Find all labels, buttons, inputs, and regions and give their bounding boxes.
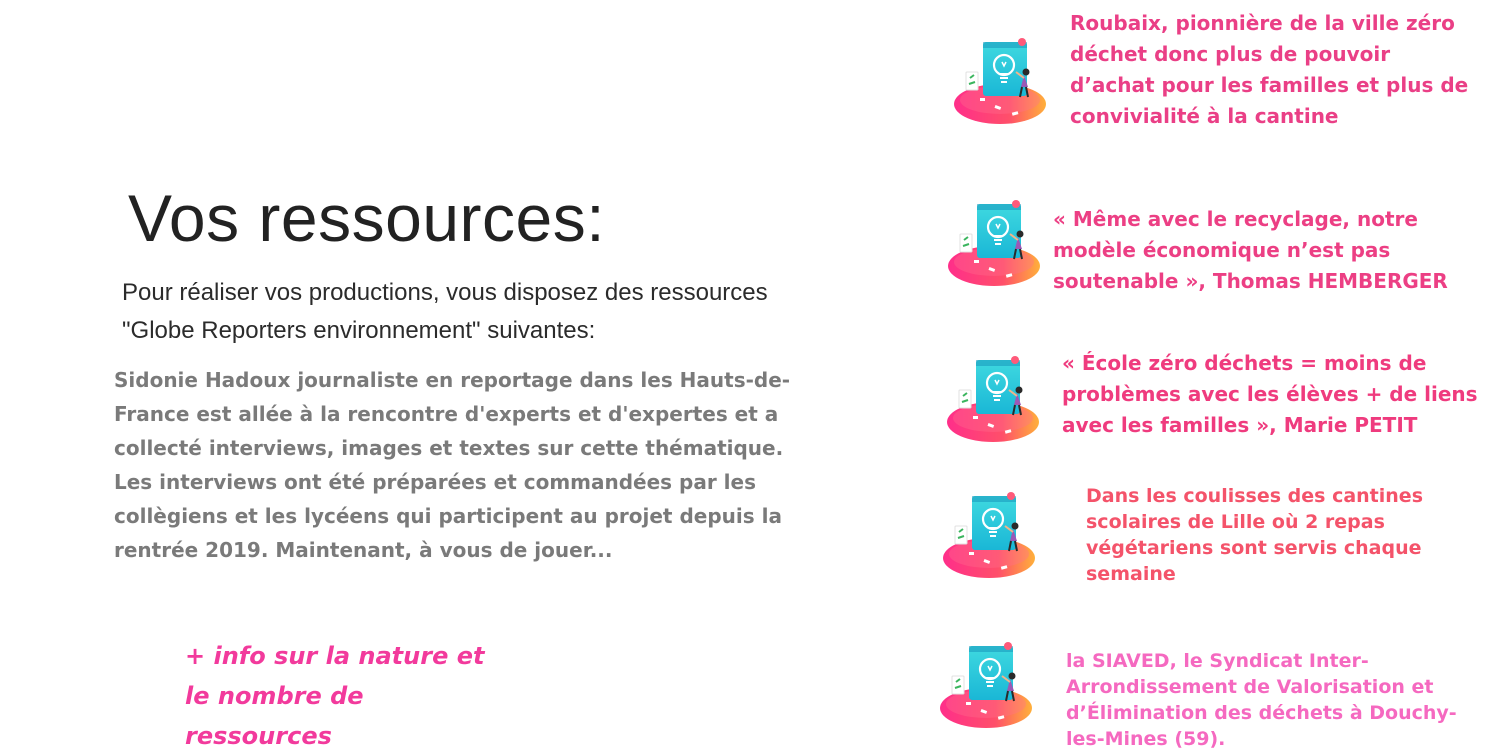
resource-label: Dans les coulisses des cantines scolaires de Lille où 2 repas végétariens sont servis chaque semaine [1086,485,1423,585]
resource-label: « Même avec le recyclage, notre modèle économique n’est pas soutenable », Thomas HEMBERGER [1053,207,1448,293]
body-text: Sidonie Hadoux journaliste en reportage dans les Hauts-de-France est allée à la rencontre d'experts et d'expertes et a collecté interviews, images et textes sur cette thématique. Les interviews ont été préparées et commandées par les collègiens et les lycéens qui participent au projet depuis la rentrée 2019. Maintenant, à vous de jouer... [114,368,791,562]
more-info-link[interactable]: + info sur la nature et le nombre de ressources [185,642,485,750]
lightbulb-board-icon [950,34,1050,126]
page-title: Vos ressources: [128,181,606,255]
resource-label: Roubaix, pionnière de la ville zéro déchet donc plus de pouvoir d’achat pour les familles et plus de convivialité à la cantine [1070,11,1469,128]
lightbulb-board-icon [944,196,1044,288]
resource-label: « École zéro déchets = moins de problèmes avec les élèves + de liens avec les familles », Marie PETIT [1062,351,1478,437]
lightbulb-board-icon [943,352,1043,444]
intro-text: Pour réaliser vos productions, vous disposez des ressources "Globe Reporters environnement" suivantes: [122,279,768,344]
lightbulb-board-icon [936,638,1036,730]
resource-label: la SIAVED, le Syndicat Inter-Arrondissement de Valorisation et d’Élimination des déchets à Douchy-les-Mines (59). [1066,650,1457,750]
lightbulb-board-icon [939,488,1039,580]
